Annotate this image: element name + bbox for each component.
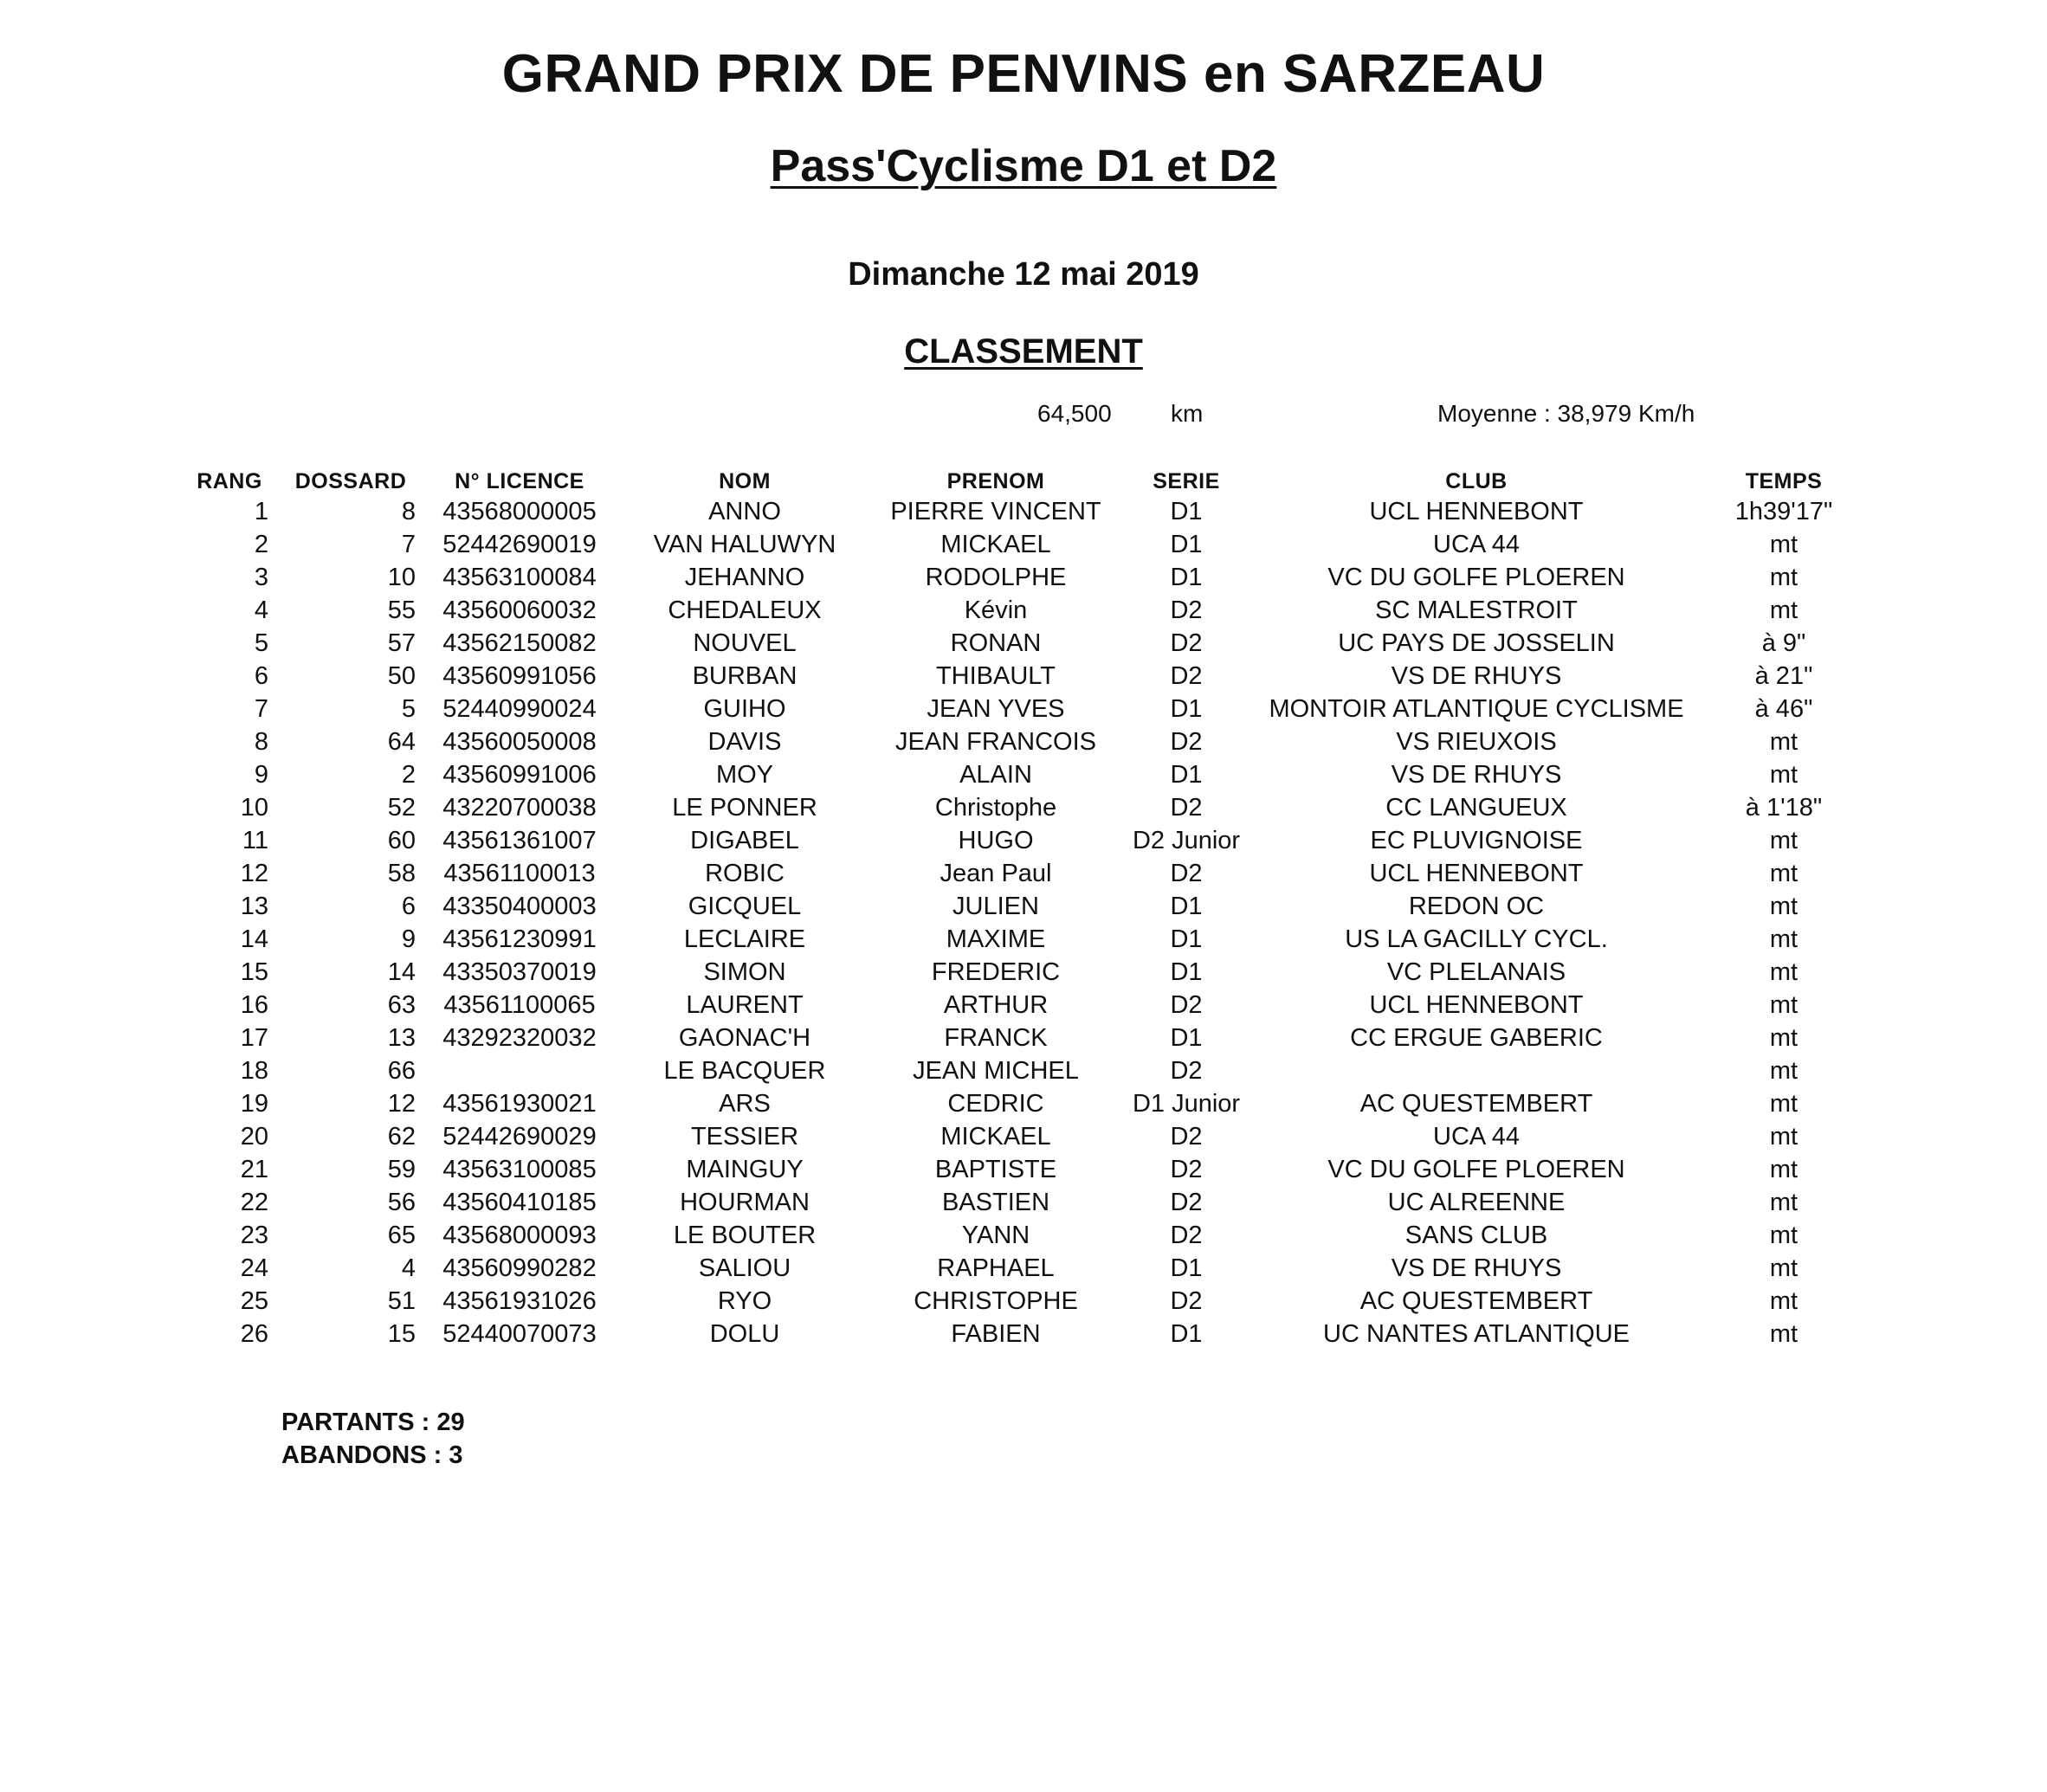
column-header-licence: N° LICENCE (455, 469, 584, 493)
cell-temps: mt (1769, 827, 1798, 854)
cell-serie: D1 (1170, 1024, 1203, 1052)
cell-prenom: BASTIEN (941, 1189, 1050, 1216)
cell-nom: MAINGUY (686, 1156, 804, 1183)
cell-licence: 52440990024 (442, 695, 597, 723)
cell-nom: SIMON (703, 958, 786, 986)
cell-club: UCL HENNEBONT (1369, 498, 1584, 525)
cell-club: UC NANTES ATLANTIQUE (1323, 1320, 1630, 1348)
column-header-club: CLUB (1445, 469, 1508, 493)
table-row (0, 1022, 2047, 1054)
cell-prenom: JULIEN (952, 893, 1039, 920)
cell-rang: 1 (254, 498, 268, 525)
cell-licence: 43561930021 (442, 1090, 597, 1118)
cell-nom: LECLAIRE (683, 925, 806, 953)
column-header-temps: TEMPS (1745, 469, 1823, 493)
cell-prenom: JEAN FRANCOIS (894, 728, 1097, 756)
cell-licence: 43292320032 (442, 1024, 597, 1052)
cell-serie: D2 (1170, 1189, 1203, 1216)
column-header-nom: NOM (719, 469, 771, 493)
cell-prenom: FRANCK (944, 1024, 1048, 1052)
cell-temps: mt (1769, 1057, 1798, 1085)
cell-serie: D2 (1170, 728, 1203, 756)
cell-serie: D2 (1170, 1057, 1203, 1085)
cell-club: VS DE RHUYS (1391, 662, 1562, 690)
cell-dossard: 14 (387, 958, 416, 986)
cell-rang: 16 (240, 991, 268, 1019)
cell-rang: 24 (240, 1254, 268, 1282)
cell-nom: NOUVEL (693, 629, 797, 657)
cell-serie: D1 (1170, 695, 1203, 723)
cell-rang: 26 (240, 1320, 268, 1348)
section-heading: CLASSEMENT (904, 332, 1143, 371)
cell-rang: 10 (240, 794, 268, 822)
table-row (0, 693, 2047, 725)
cell-rang: 23 (240, 1222, 268, 1249)
cell-licence: 43561931026 (442, 1287, 597, 1315)
race-date: Dimanche 12 mai 2019 (848, 256, 1199, 293)
cell-prenom: CHRISTOPHE (914, 1287, 1078, 1315)
cell-rang: 14 (240, 925, 268, 953)
cell-temps: mt (1769, 1254, 1798, 1282)
cell-dossard: 10 (387, 564, 416, 591)
cell-club: EC PLUVIGNOISE (1370, 827, 1583, 854)
cell-nom: MOY (715, 761, 774, 789)
cell-rang: 13 (240, 893, 268, 920)
cell-nom: CHEDALEUX (668, 596, 822, 624)
cell-rang: 7 (254, 695, 268, 723)
cell-club: VS RIEUXOIS (1396, 728, 1557, 756)
cell-dossard: 64 (387, 728, 416, 756)
cell-rang: 20 (240, 1123, 268, 1151)
cell-nom: BURBAN (692, 662, 797, 690)
cell-prenom: THIBAULT (935, 662, 1056, 690)
table-row (0, 1186, 2047, 1219)
table-row (0, 1153, 2047, 1186)
cell-licence: 43561100065 (443, 991, 596, 1019)
cell-club: MONTOIR ATLANTIQUE CYCLISME (1269, 695, 1684, 723)
cell-rang: 17 (240, 1024, 268, 1052)
cell-serie: D2 (1170, 1123, 1203, 1151)
cell-temps: mt (1769, 1222, 1798, 1249)
cell-club: VC DU GOLFE PLOEREN (1327, 564, 1625, 591)
table-row (0, 758, 2047, 791)
table-row (0, 956, 2047, 989)
cell-club: US LA GACILLY CYCL. (1345, 925, 1608, 953)
cell-rang: 25 (240, 1287, 268, 1315)
cell-prenom: FREDERIC (931, 958, 1061, 986)
table-row (0, 1318, 2047, 1350)
cell-prenom: HUGO (958, 827, 1034, 854)
column-header-serie: SERIE (1153, 469, 1220, 493)
cell-club: REDON OC (1408, 893, 1545, 920)
cell-rang: 22 (240, 1189, 268, 1216)
cell-serie: D1 (1170, 925, 1203, 953)
cell-rang: 4 (254, 596, 268, 624)
cell-temps: mt (1769, 1024, 1798, 1052)
cell-temps: mt (1769, 1320, 1798, 1348)
cell-rang: 8 (254, 728, 268, 756)
cell-licence: 43560060032 (442, 596, 597, 624)
cell-licence: 43562150082 (442, 629, 597, 657)
table-row (0, 528, 2047, 561)
cell-prenom: RONAN (950, 629, 1042, 657)
cell-dossard: 2 (401, 761, 416, 789)
cell-nom: GAONAC'H (678, 1024, 811, 1052)
cell-serie: D1 (1170, 1254, 1203, 1282)
table-row (0, 923, 2047, 956)
table-row (0, 989, 2047, 1022)
table-row (0, 890, 2047, 923)
cell-dossard: 57 (387, 629, 416, 657)
table-row (0, 627, 2047, 660)
cell-licence: 43568000093 (442, 1222, 597, 1249)
distance-unit: km (1171, 400, 1204, 427)
cell-licence: 52442690029 (442, 1123, 597, 1151)
cell-licence: 43560990282 (442, 1254, 597, 1282)
cell-licence: 43563100085 (442, 1156, 597, 1183)
column-header-prenom: PRENOM (946, 469, 1045, 493)
cell-temps: mt (1769, 1287, 1798, 1315)
cell-temps: mt (1769, 728, 1798, 756)
cell-club: SC MALESTROIT (1375, 596, 1578, 624)
cell-dossard: 4 (401, 1254, 416, 1282)
cell-serie: D2 (1170, 794, 1203, 822)
cell-serie: D1 Junior (1132, 1090, 1241, 1118)
cell-serie: D1 (1170, 498, 1203, 525)
table-header-row (0, 464, 2047, 495)
cell-serie: D1 (1170, 1320, 1203, 1348)
cell-licence: 43563100084 (442, 564, 597, 591)
cell-nom: DIGABEL (690, 827, 799, 854)
cell-serie: D2 Junior (1132, 827, 1241, 854)
cell-licence: 43561230991 (442, 925, 597, 953)
cell-prenom: RAPHAEL (937, 1254, 1055, 1282)
cell-nom: TESSIER (690, 1123, 799, 1151)
cell-licence: 52440070073 (442, 1320, 597, 1348)
cell-licence: 43220700038 (442, 794, 597, 822)
cell-temps: à 1'18" (1745, 794, 1823, 822)
cell-nom: LAURENT (686, 991, 804, 1019)
cell-licence: 43350400003 (442, 893, 597, 920)
cell-club: CC ERGUE GABERIC (1350, 1024, 1603, 1052)
cell-dossard: 51 (387, 1287, 416, 1315)
column-header-dossard: DOSSARD (294, 469, 407, 493)
cell-licence: 43561361007 (442, 827, 597, 854)
cell-temps: à 21" (1754, 662, 1813, 690)
cell-serie: D1 (1170, 564, 1203, 591)
cell-nom: LE PONNER (672, 794, 817, 822)
cell-club: UCL HENNEBONT (1369, 991, 1584, 1019)
cell-rang: 6 (254, 662, 268, 690)
cell-nom: GUIHO (703, 695, 786, 723)
cell-nom: GICQUEL (688, 893, 802, 920)
cell-rang: 21 (240, 1156, 268, 1183)
cell-prenom: ALAIN (959, 761, 1032, 789)
cell-club: SANS CLUB (1404, 1222, 1548, 1249)
table-row (0, 1054, 2047, 1087)
cell-licence: 43560991056 (442, 662, 597, 690)
cell-rang: 3 (254, 564, 268, 591)
cell-nom: SALIOU (698, 1254, 791, 1282)
cell-nom: RYO (717, 1287, 772, 1315)
cell-serie: D1 (1170, 893, 1203, 920)
table-row (0, 561, 2047, 594)
cell-club: VS DE RHUYS (1391, 761, 1562, 789)
cell-serie: D2 (1170, 1156, 1203, 1183)
cell-nom: ARS (719, 1090, 771, 1118)
cell-dossard: 7 (401, 531, 416, 558)
cell-dossard: 62 (387, 1123, 416, 1151)
cell-dossard: 65 (387, 1222, 416, 1249)
cell-licence: 43350370019 (442, 958, 597, 986)
cell-dossard: 8 (401, 498, 416, 525)
cell-nom: DOLU (709, 1320, 780, 1348)
cell-serie: D2 (1170, 1222, 1203, 1249)
cell-nom: VAN HALUWYN (653, 531, 836, 558)
cell-rang: 15 (240, 958, 268, 986)
page-title: GRAND PRIX DE PENVINS en SARZEAU (501, 44, 1546, 104)
cell-prenom: YANN (961, 1222, 1030, 1249)
cell-dossard: 52 (387, 794, 416, 822)
cell-nom: LE BOUTER (673, 1222, 817, 1249)
cell-licence: 43560991006 (442, 761, 597, 789)
cell-licence: 43568000005 (442, 498, 597, 525)
cell-club: UC PAYS DE JOSSELIN (1338, 629, 1615, 657)
cell-club: AC QUESTEMBERT (1359, 1090, 1593, 1118)
cell-rang: 5 (254, 629, 268, 657)
cell-temps: mt (1769, 596, 1798, 624)
cell-licence: 52442690019 (442, 531, 597, 558)
cell-rang: 9 (254, 761, 268, 789)
cell-dossard: 60 (387, 827, 416, 854)
table-row (0, 495, 2047, 528)
results-table (0, 464, 2047, 1350)
cell-prenom: MAXIME (946, 925, 1046, 953)
cell-nom: JEHANNO (684, 564, 805, 591)
cell-licence: 43560050008 (442, 728, 597, 756)
cell-dossard: 58 (387, 860, 416, 887)
race-category-subtitle: Pass'Cyclisme D1 et D2 (770, 141, 1277, 191)
cell-rang: 19 (240, 1090, 268, 1118)
cell-club: UC ALREENNE (1387, 1189, 1566, 1216)
cell-prenom: Christophe (934, 794, 1057, 822)
cell-dossard: 63 (387, 991, 416, 1019)
cell-temps: mt (1769, 1156, 1798, 1183)
cell-dossard: 15 (387, 1320, 416, 1348)
starters-count: PARTANTS : 29 (281, 1408, 465, 1436)
abandons-count: ABANDONS : 3 (281, 1441, 463, 1469)
cell-club: UCL HENNEBONT (1369, 860, 1584, 887)
cell-prenom: Kévin (964, 596, 1028, 624)
distance-value: 64,500 (1037, 400, 1112, 427)
cell-temps: mt (1769, 564, 1798, 591)
table-row (0, 1252, 2047, 1285)
cell-temps: mt (1769, 860, 1798, 887)
cell-serie: D2 (1170, 596, 1203, 624)
cell-serie: D2 (1170, 860, 1203, 887)
cell-prenom: BAPTISTE (934, 1156, 1057, 1183)
table-row (0, 1087, 2047, 1120)
column-header-rang: RANG (197, 469, 262, 493)
cell-dossard: 56 (387, 1189, 416, 1216)
cell-temps: mt (1769, 1123, 1798, 1151)
cell-dossard: 9 (401, 925, 416, 953)
cell-prenom: FABIEN (951, 1320, 1041, 1348)
cell-rang: 2 (254, 531, 268, 558)
cell-licence: 43561100013 (443, 860, 596, 887)
table-row (0, 791, 2047, 824)
cell-club: VS DE RHUYS (1391, 1254, 1562, 1282)
cell-prenom: CEDRIC (947, 1090, 1044, 1118)
cell-nom: DAVIS (707, 728, 782, 756)
cell-dossard: 59 (387, 1156, 416, 1183)
cell-dossard: 12 (387, 1090, 416, 1118)
average-speed: Moyenne : 38,979 Km/h (1437, 400, 1695, 427)
cell-rang: 11 (242, 827, 268, 854)
cell-club: UCA 44 (1433, 531, 1520, 558)
cell-dossard: 55 (387, 596, 416, 624)
cell-rang: 18 (240, 1057, 268, 1085)
cell-nom: ANNO (708, 498, 781, 525)
cell-temps: à 46" (1754, 695, 1813, 723)
cell-serie: D2 (1170, 629, 1203, 657)
cell-licence: 43560410185 (442, 1189, 597, 1216)
table-row (0, 1285, 2047, 1318)
cell-prenom: RODOLPHE (925, 564, 1067, 591)
cell-temps: mt (1769, 1189, 1798, 1216)
table-row (0, 594, 2047, 627)
cell-prenom: MICKAEL (940, 1123, 1051, 1151)
table-body (0, 495, 2047, 1350)
cell-nom: HOURMAN (680, 1189, 810, 1216)
cell-serie: D1 (1170, 958, 1203, 986)
cell-serie: D2 (1170, 991, 1203, 1019)
cell-club: AC QUESTEMBERT (1359, 1287, 1593, 1315)
cell-club: UCA 44 (1433, 1123, 1520, 1151)
table-row (0, 725, 2047, 758)
cell-prenom: PIERRE VINCENT (890, 498, 1101, 525)
cell-serie: D2 (1170, 1287, 1203, 1315)
cell-dossard: 66 (387, 1057, 416, 1085)
table-row (0, 824, 2047, 857)
cell-dossard: 50 (387, 662, 416, 690)
table-row (0, 1219, 2047, 1252)
table-row (0, 660, 2047, 693)
cell-temps: mt (1769, 531, 1798, 558)
cell-prenom: MICKAEL (940, 531, 1051, 558)
table-row (0, 857, 2047, 890)
cell-club: CC LANGUEUX (1385, 794, 1567, 822)
cell-rang: 12 (240, 860, 268, 887)
cell-prenom: JEAN MICHEL (913, 1057, 1079, 1085)
cell-temps: mt (1769, 991, 1798, 1019)
cell-club: VC PLELANAIS (1386, 958, 1566, 986)
cell-prenom: Jean Paul (940, 860, 1052, 887)
cell-nom: LE BACQUER (663, 1057, 826, 1085)
cell-serie: D2 (1170, 662, 1203, 690)
cell-temps: mt (1769, 925, 1798, 953)
cell-temps: mt (1769, 1090, 1798, 1118)
cell-temps: mt (1769, 761, 1798, 789)
cell-serie: D1 (1170, 531, 1203, 558)
cell-serie: D1 (1170, 761, 1203, 789)
cell-club: VC DU GOLFE PLOEREN (1327, 1156, 1625, 1183)
cell-dossard: 13 (387, 1024, 416, 1052)
cell-temps: 1h39'17" (1734, 498, 1833, 525)
cell-prenom: JEAN YVES (927, 695, 1065, 723)
cell-temps: mt (1769, 958, 1798, 986)
cell-dossard: 6 (401, 893, 416, 920)
cell-dossard: 5 (401, 695, 416, 723)
table-row (0, 1120, 2047, 1153)
cell-nom: ROBIC (705, 860, 785, 887)
cell-temps: mt (1769, 893, 1798, 920)
cell-temps: à 9" (1761, 629, 1806, 657)
cell-prenom: ARTHUR (943, 991, 1049, 1019)
